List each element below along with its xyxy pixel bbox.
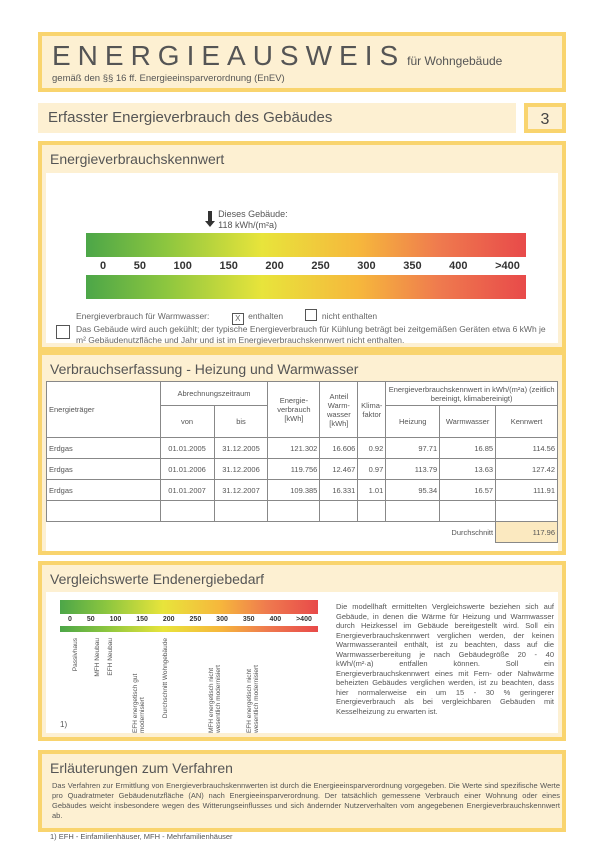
cell-bis: 31.12.2006 <box>214 459 268 480</box>
table-row <box>47 438 558 459</box>
cell-verbrauch: 121.302 <box>268 438 320 459</box>
scale-label: 0 <box>100 260 107 272</box>
vg-scale-labels <box>68 616 312 623</box>
cell-kennwert: 127.42 <box>496 459 558 480</box>
cell-verbrauch: 109.385 <box>268 480 320 501</box>
page-number: 3 <box>540 111 550 128</box>
cell-heizung: 97.71 <box>386 438 440 459</box>
document-subtitle: gemäß den §§ 16 ff. Energieeinsparverordnung (EnEV) <box>52 73 285 84</box>
cell-anteil-ww: 12.467 <box>320 459 358 480</box>
scale-label: 350 <box>403 260 422 272</box>
col-kennwert-group: Energieverbrauchskennwert in kWh/(m²a) (zeitlich bereinigt, klimabereinigt) <box>386 382 558 406</box>
erlaeuterung-title: Erläuterungen zum Verfahren <box>50 760 233 776</box>
warmwater-label: Energieverbrauch für Warmwasser: <box>76 311 210 321</box>
vg-reference-label: Durchschnitt Wohngebäude <box>161 638 169 719</box>
cell-klima: 0.92 <box>358 438 386 459</box>
cell-traeger: Erdgas <box>47 438 161 459</box>
scale-label: 250 <box>189 616 202 623</box>
vg-reference-label: EFH energetisch gut modernisiert <box>131 673 146 733</box>
scale-label: 300 <box>357 260 376 272</box>
col-zeitraum: Abrechnungszeitraum <box>160 382 268 406</box>
cell-von: 01.01.2006 <box>160 459 214 480</box>
col-warmwasser: Warmwasser <box>440 406 496 438</box>
cell-von: 01.01.2005 <box>160 438 214 459</box>
scale-labels <box>100 260 520 272</box>
vg-reference-label: EFH Neubau <box>107 638 115 676</box>
cell-anteil-ww: 16.331 <box>320 480 358 501</box>
warmwater-row <box>76 309 377 325</box>
cell-warmwasser: 13.63 <box>440 459 496 480</box>
scale-label: 250 <box>311 260 330 272</box>
document-header <box>38 32 566 92</box>
vergleich-text: Die modellhaft ermittelten Vergleichswerte beziehen sich auf Gebäude, in denen die Wärme für Heizung und Warmwasser durch Heizkessel im Gebäude bereitgestellt wird. Soll ein Energieverbrauchskennwert verglichen werden, der keinen Warmwasseranteil enthält, ist zu beachten, dass auf die Warmwasserbereitung je nach Gebäudegröße 20 - 40 kWh/(m²·a) entfallen können. Soll ein Energieverbrauchskennwert eines mit Fern- oder Nahwärme beheizten Gebäudes verglichen werden, ist zu beachten, dass hier normalerweise ein um 15 - 30 % geringerer Energieverbrauch als bei vergleichbaren Gebäuden mit Kesselheizung zu erwarten ist. <box>336 602 554 716</box>
cell-verbrauch: 119.756 <box>268 459 320 480</box>
cell-traeger: Erdgas <box>47 480 161 501</box>
verbrauch-table <box>46 381 558 543</box>
scale-label: 400 <box>449 260 468 272</box>
vg-reference-label: EFH energetisch nicht wesentlich modernisiert <box>245 665 260 733</box>
col-bis: bis <box>214 406 268 438</box>
cell-bis: 31.12.2007 <box>214 480 268 501</box>
vg-footnote-ref: 1) <box>60 720 68 729</box>
page-number-box <box>524 103 566 133</box>
document-title: ENERGIEAUSWEIS für Wohngebäude <box>52 40 503 71</box>
kennwert-body <box>46 173 558 343</box>
scale-label: 150 <box>219 260 238 272</box>
indicator-annotation-label: Dieses Gebäude: <box>218 209 288 219</box>
vg-scale-bar-bottom <box>60 626 318 632</box>
col-von: von <box>160 406 214 438</box>
erlaeuterung-text: Das Verfahren zur Ermittlung von Energieverbrauchskennwerten ist durch die Energieeinsparverordnung vorgegeben. Die Werte sind spezifische Werte pro Quadratmeter Gebäudenutzfläche (AN) nach Energieeinsparverordnung. Der tatsächlich gemessene Verbrauch einer Wohnung oder eines Gebäudes weicht insbesondere wegen des Witterungseinflusses und sich ändernder Nutzerverhalten vom angegebenen Energieverbrauchskennwert ab. <box>52 781 560 820</box>
scale-label: 200 <box>265 260 284 272</box>
section-title: Erfasster Energieverbrauch des Gebäudes <box>48 109 333 126</box>
col-anteil-warmwasser: Anteil Warm- wasser [kWh] <box>320 382 358 438</box>
cell-anteil-ww: 16.606 <box>320 438 358 459</box>
scale-bar-top <box>86 233 526 257</box>
kennwert-panel <box>38 141 566 351</box>
scale-label: 100 <box>173 260 192 272</box>
cell-heizung: 95.34 <box>386 480 440 501</box>
col-kennwert: Kennwert <box>496 406 558 438</box>
scale-label: 200 <box>162 616 175 623</box>
cell-warmwasser: 16.85 <box>440 438 496 459</box>
scale-bar-bottom <box>86 275 526 299</box>
verbrauch-body <box>46 381 558 551</box>
vergleich-panel <box>38 561 566 741</box>
vergleich-title: Vergleichswerte Endenergiebedarf <box>50 571 265 587</box>
cooling-text: Das Gebäude wird auch gekühlt; der typische Energieverbrauch für Kühlung beträgt bei zeitgemäßen Geräten etwa 6 kWh je m² Gebäudenutzfläche und Jahr und ist im Energieverbrauchskennwert nicht enthalten. <box>76 324 546 345</box>
scale-label: 0 <box>68 616 72 623</box>
scale-label: 300 <box>216 616 228 623</box>
indicator-annotation <box>218 209 288 231</box>
cell-von: 01.01.2007 <box>160 480 214 501</box>
cell-klima: 1.01 <box>358 480 386 501</box>
scale-label: >400 <box>296 616 312 623</box>
warmwater-included-checkbox[interactable]: X <box>232 313 244 325</box>
warmwater-included-label: enthalten <box>248 311 284 321</box>
col-energietraeger: Energieträger <box>47 382 161 438</box>
scale-label: 150 <box>136 616 148 623</box>
table-row <box>47 480 558 501</box>
average-value: 117.96 <box>496 522 558 543</box>
col-klimafaktor: Klima- faktor <box>358 382 386 438</box>
scale-label: 350 <box>242 616 255 623</box>
cell-klima: 0.97 <box>358 459 386 480</box>
verbrauch-panel <box>38 351 566 555</box>
cell-traeger: Erdgas <box>47 459 161 480</box>
average-label: Durchschnitt <box>47 522 496 543</box>
erlaeuterung-panel <box>38 750 566 832</box>
table-row-average <box>47 522 558 543</box>
cell-kennwert: 114.56 <box>496 438 558 459</box>
scale-label: 400 <box>269 616 282 623</box>
col-heizung: Heizung <box>386 406 440 438</box>
cell-kennwert: 111.91 <box>496 480 558 501</box>
footnote: 1) EFH - Einfamilienhäuser, MFH - Mehrfamilienhäuser <box>50 832 233 841</box>
section-title-bar <box>38 103 516 133</box>
vg-reference-label: MFH energetisch nicht wesentlich modernisiert <box>207 665 222 733</box>
vg-scale-bar-top <box>60 600 318 614</box>
cell-heizung: 113.79 <box>386 459 440 480</box>
table-row <box>47 459 558 480</box>
document-title-suffix: für Wohngebäude <box>407 54 503 68</box>
scale-label: 50 <box>133 260 146 272</box>
warmwater-not-included-label: nicht enthalten <box>321 311 378 321</box>
vg-reference-label: Passivhaus <box>72 638 80 672</box>
table-row-empty <box>47 501 558 522</box>
verbrauch-title: Verbrauchserfassung - Heizung und Warmwasser <box>50 361 359 377</box>
kennwert-title: Energieverbrauchskennwert <box>50 151 225 167</box>
cooling-checkbox[interactable] <box>56 325 70 339</box>
indicator-annotation-value: 118 kWh/(m²a) <box>218 220 277 230</box>
cell-bis: 31.12.2005 <box>214 438 268 459</box>
vergleich-body <box>46 592 558 733</box>
cell-warmwasser: 16.57 <box>440 480 496 501</box>
col-energieverbrauch: Energie- verbrauch [kWh] <box>268 382 320 438</box>
vg-reference-label: MFH Neubau <box>93 638 101 677</box>
scale-label: 50 <box>86 616 95 623</box>
indicator-arrow-icon <box>205 211 215 227</box>
scale-label: 100 <box>109 616 122 623</box>
warmwater-not-included-checkbox[interactable] <box>305 309 317 321</box>
scale-label: >400 <box>495 260 520 272</box>
